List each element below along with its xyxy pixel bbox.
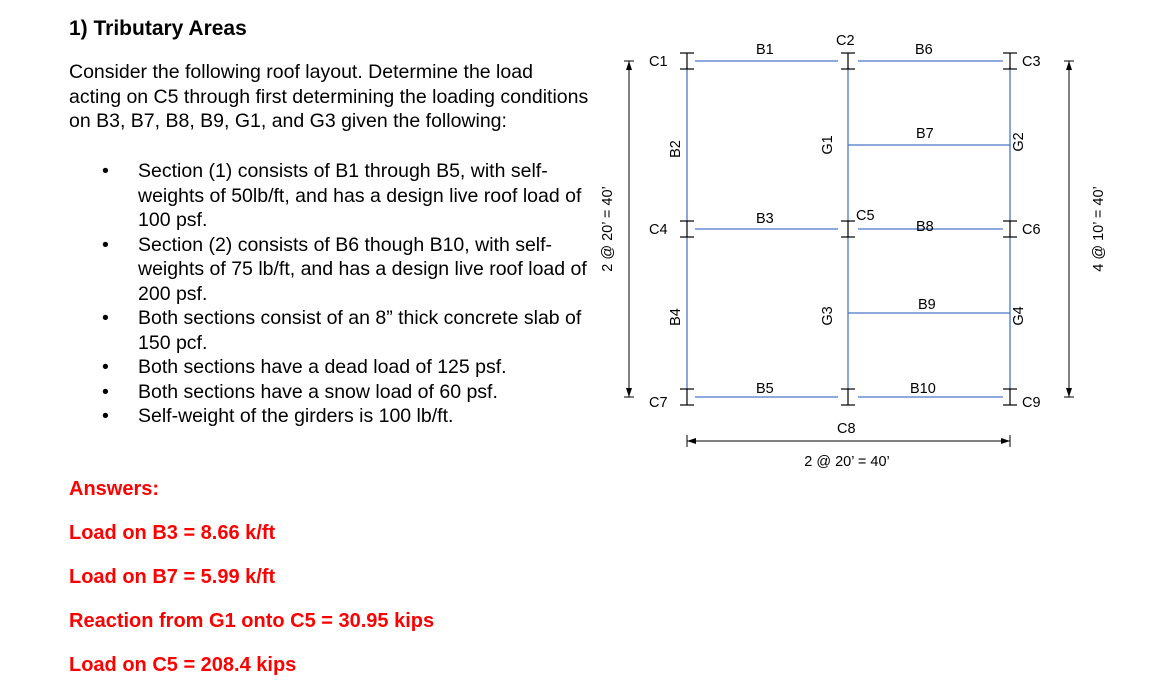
label-b5: B5 — [756, 381, 774, 397]
label-b4: B4 — [668, 308, 684, 326]
dim-left-label: 2 @ 20’ = 40’ — [600, 186, 616, 272]
answers-heading: Answers: — [69, 478, 160, 500]
given-item: • Self-weight of the girders is 100 lb/ft. — [69, 404, 589, 429]
column-c2-symbol — [841, 53, 855, 69]
label-c8: C8 — [837, 421, 856, 437]
given-item: • Both sections have a snow load of 60 psf. — [69, 380, 589, 405]
given-item: • Section (1) consists of B1 through B5, with self-weights of 50lb/ft, and has a design live roof load of 100 psf. — [69, 159, 589, 233]
label-g1: G1 — [820, 135, 836, 155]
label-c4: C4 — [649, 222, 668, 238]
label-b9: B9 — [918, 297, 936, 313]
arrow-bottom-left — [687, 438, 696, 444]
dim-bottom-label: 2 @ 20’ = 40’ — [804, 454, 890, 470]
given-item: • Both sections consist of an 8” thick concrete slab of 150 pcf. — [69, 306, 589, 355]
label-b1: B1 — [756, 42, 774, 58]
label-b6: B6 — [915, 42, 933, 58]
column-c7-symbol — [680, 389, 694, 405]
column-c8-symbol — [841, 389, 855, 405]
arrow-bottom-right — [1001, 438, 1010, 444]
problem-statement: Consider the following roof layout. Determine the load acting on C5 through first determining the loading conditions on B3, B7, B8, B9, G1, and G3 given the following: — [69, 61, 589, 132]
dim-right-label: 4 @ 10’ = 40’ — [1091, 186, 1107, 272]
column-c9-symbol — [1003, 389, 1017, 405]
label-c9: C9 — [1022, 395, 1041, 411]
label-c6: C6 — [1022, 222, 1041, 238]
arrow-left-top — [626, 61, 632, 70]
label-g2: G2 — [1011, 132, 1027, 152]
given-item: • Section (2) consists of B6 though B10, with self-weights of 75 lb/ft, and has a design live roof load of 200 psf. — [69, 233, 589, 307]
column-c5-symbol — [841, 221, 855, 237]
label-c7: C7 — [649, 395, 668, 411]
dimension-arrowheads — [626, 61, 1072, 444]
label-b8: B8 — [916, 219, 934, 235]
answer-b3: Load on B3 = 8.66 k/ft — [69, 522, 276, 544]
label-c1: C1 — [649, 54, 668, 70]
label-b10: B10 — [910, 381, 936, 397]
arrow-left-bottom — [626, 388, 632, 397]
answer-c5: Load on C5 = 208.4 kips — [69, 654, 297, 676]
label-b7: B7 — [916, 126, 934, 142]
label-b3: B3 — [756, 211, 774, 227]
label-c2: C2 — [836, 33, 855, 49]
label-g3: G3 — [820, 306, 836, 326]
label-c3: C3 — [1022, 54, 1041, 70]
page-title: 1) Tributary Areas — [69, 17, 247, 40]
column-c6-symbol — [1003, 221, 1017, 237]
answer-b7: Load on B7 = 5.99 k/ft — [69, 566, 276, 588]
answer-g1-reaction: Reaction from G1 onto C5 = 30.95 kips — [69, 610, 435, 632]
label-c5: C5 — [856, 208, 875, 224]
arrow-right-top — [1066, 61, 1072, 70]
label-g4: G4 — [1011, 306, 1027, 326]
arrow-right-bottom — [1066, 388, 1072, 397]
label-b2: B2 — [668, 140, 684, 158]
column-c4-symbol — [680, 221, 694, 237]
column-c3-symbol — [1003, 53, 1017, 69]
column-c1-symbol — [680, 53, 694, 69]
given-item: • Both sections have a dead load of 125 psf. — [69, 355, 589, 380]
